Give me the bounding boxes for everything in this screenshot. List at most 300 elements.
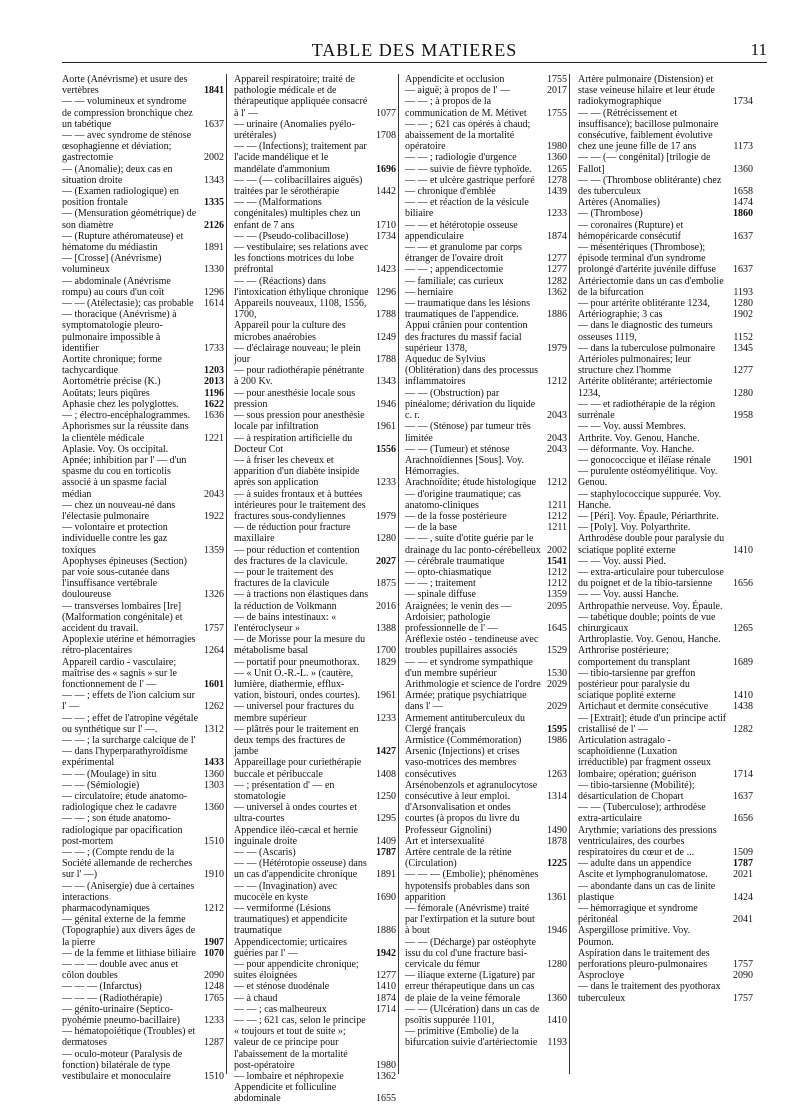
index-entry-page: 1408	[376, 768, 396, 780]
index-entry-term: Arachnoïdiennes [Sous]. Voy. Hémorragies.	[405, 454, 524, 478]
index-entry-page: 1277	[376, 970, 396, 982]
index-entry-term: — — (Rétrécissement et insuffisance); bacillose pulmonaire consécutive, faiblement évolutive chez une jeune fille de 17 ans	[578, 107, 719, 153]
index-entry	[62, 399, 224, 410]
index-entry-term: — iliaque externe (Ligature) par erreur thérapeutique dans un cas de plaie de la veine fémorale	[405, 970, 535, 1004]
index-entry	[578, 343, 753, 354]
index-entry-term: — — (Thrombose oblitérante) chez des tuberculeux	[578, 174, 722, 198]
index-entry-term: — — ; cas malheureux	[234, 1003, 327, 1015]
index-entry-page: 1658	[733, 186, 753, 198]
index-entry-page: 1510	[204, 1071, 224, 1083]
index-entry-page: 1886	[547, 309, 567, 321]
index-entry	[578, 970, 753, 981]
index-entry	[405, 836, 567, 847]
index-entry	[62, 556, 224, 601]
index-entry-term: — coronaires (Rupture) et hémopéricarde consécutif	[578, 219, 684, 242]
index-entry-term: Aréflexie ostéo - tendineuse avec troubles pupillaires associés	[405, 634, 539, 657]
index-entry-term: — de la femme et lithiase biliaire	[62, 947, 196, 959]
index-entry-term: — abondante dans un cas de linite plastique	[578, 880, 716, 903]
index-entry-page: 1891	[376, 869, 396, 881]
index-entry-term: — pour réduction et contention des fractures de la clavicule.	[234, 544, 360, 567]
index-entry	[234, 343, 396, 365]
index-entry-page: 1922	[204, 510, 224, 522]
index-entry-term: — dans la tuberculose pulmonaire	[578, 342, 716, 354]
index-entry-page: 1359	[204, 544, 224, 556]
index-entry-page: 1601	[204, 678, 224, 690]
index-entry-term: — à chaud	[234, 992, 278, 1004]
index-entry-page: 2021	[733, 869, 753, 881]
index-entry-page: 1733	[204, 342, 224, 354]
index-entry	[405, 869, 567, 903]
index-entry-term: — staphylococcique suppurée. Voy. Hanche.	[578, 488, 722, 511]
index-entry-page: 1622	[204, 398, 224, 410]
index-entry-term: — à respiration artificielle du Docteur Cot	[234, 432, 353, 455]
index-entry	[405, 489, 567, 511]
index-entry-term: — tibio-tarsienne par greffon postérieur pour paralysie du sciatique poplité externe	[578, 667, 696, 702]
index-entry-term: — d'éclairage nouveau; le plein jour	[234, 342, 361, 366]
index-entry-term: — — ; son étude anatomo-radiologique par opacification post-mortem	[62, 813, 183, 847]
index-entry-page: 1211	[547, 499, 567, 511]
index-entry-term: — ; électro-encéphalogrammes.	[62, 410, 190, 422]
index-entry-term: — — et radiothérapie de la région surrénale	[578, 398, 716, 422]
index-entry-term: — urinaire (Anomalies pyélo-urétérales)	[234, 118, 355, 142]
index-entry-page: 1961	[376, 421, 396, 433]
index-entry	[405, 903, 567, 937]
index-entry	[578, 466, 753, 488]
index-entry	[405, 220, 567, 242]
index-entry-page: 1409	[376, 835, 396, 847]
index-entry-term: — tibio-tarsienne (Mobilité); désarticulation de Chopart	[578, 779, 695, 802]
index-entry	[62, 455, 224, 500]
index-entry-term: Artériographie; 3 cas	[578, 309, 663, 321]
index-entry	[62, 410, 224, 421]
index-entry-term: — — avec syndrome de sténose œsophagienne et déviation; gastrectomie	[62, 130, 192, 164]
index-entry-page: 2090	[733, 970, 753, 982]
index-entry-term: Arthrorise postérieure; comportement du transplant	[578, 645, 691, 668]
index-entry-page: 1282	[733, 723, 753, 735]
index-entry-term: Arsénobenzols et agranulocytose consécutive à leur emploi.	[405, 779, 538, 802]
index-entry-page: 1700	[376, 645, 396, 657]
index-entry-term: — dans le diagnostic des tumeurs osseuses 1119,	[578, 320, 713, 343]
index-entry	[62, 96, 224, 130]
index-entry-term: — [Poly]. Voy. Polyarthrite.	[578, 522, 691, 534]
index-entry	[578, 981, 753, 1003]
index-entry	[405, 85, 567, 96]
index-entry	[578, 242, 753, 276]
index-entry-term: Appendice iléo-cæcal et hernie inguinale droite	[234, 824, 359, 847]
index-entry	[234, 589, 396, 611]
index-entry	[578, 903, 753, 925]
index-entry	[234, 825, 396, 847]
index-entry-page: 1265	[733, 622, 753, 634]
index-entry-term: — — et granulome par corps étranger de l'ovaire droit	[405, 242, 522, 265]
index-entry-page: 1360	[547, 152, 567, 164]
index-entry-term: — [Extrait]; étude d'un principe actif cristallisé de l' —	[578, 712, 727, 735]
index-entry-page: 1979	[547, 342, 567, 354]
index-entry-page: 1424	[733, 891, 753, 903]
index-entry-term: — vestibulaire; ses relations avec les fonctions motrices du lobe préfrontal	[234, 242, 369, 276]
index-entry	[578, 220, 753, 242]
index-entry-page: 1233	[376, 477, 396, 489]
index-entry-page: 1689	[733, 656, 753, 668]
index-entry-page: 1410	[733, 544, 753, 556]
index-entry	[405, 1004, 567, 1026]
index-entry-term: — — ; effets de l'ion calcium sur l' —	[62, 690, 195, 713]
index-entry	[234, 175, 396, 197]
index-entry	[62, 376, 224, 387]
index-entry-page: 1427	[376, 746, 396, 758]
index-entry-page: 1474	[733, 197, 753, 209]
index-entry	[578, 489, 753, 511]
index-entry-page: 1410	[376, 981, 396, 993]
index-entry-term: — sous pression pour anesthésie locale par infiltration	[234, 410, 365, 433]
index-entry-page: 2016	[376, 600, 396, 612]
index-entry	[234, 242, 396, 276]
index-entry-term: — pour appendicite chronique; suites éloignées	[234, 959, 359, 982]
index-entry	[234, 903, 396, 937]
index-entry-page: 1296	[204, 286, 224, 298]
index-entry-page: 1595	[547, 723, 567, 735]
index-entry-term: Apoplexie utérine et hémorragies rétro-placentaires	[62, 634, 196, 657]
index-entry-term: — — (Décharge) par ostéophyte issu du col d'une fracture basi-cervicale du fémur	[405, 936, 536, 971]
index-entry	[578, 376, 753, 398]
index-entry-term: Appareils nouveaux, 1108, 1556, 1700,	[234, 298, 367, 321]
index-entry-term: Ascite et lymphogranulomatose.	[578, 869, 708, 881]
index-entry-page: 1282	[547, 275, 567, 287]
index-entry-page: 1942	[376, 947, 396, 959]
index-entry-term: Arthrite. Voy. Genou, Hanche.	[578, 432, 700, 444]
index-entry	[405, 354, 567, 388]
index-entry	[234, 298, 396, 320]
index-entry-term: Aplasie. Voy. Os occipital.	[62, 443, 169, 455]
index-entry-page: 1556	[376, 443, 396, 455]
index-entry-term: — purulente ostéomyélitique. Voy. Genou.	[578, 466, 718, 489]
index-entry-term: Apophyses épineuses (Section) par voie sous-cutanée dans l'insuffisance vertébrale douloureuse	[62, 555, 187, 601]
index-entry	[578, 533, 753, 555]
index-entry-page: 1277	[733, 365, 753, 377]
index-entry-page: 2017	[547, 85, 567, 97]
index-entry	[578, 197, 753, 208]
index-entry	[405, 242, 567, 264]
index-entry-page: 1637	[733, 264, 753, 276]
index-entry-page: 1636	[204, 410, 224, 422]
index-entry	[405, 533, 567, 555]
index-entry-page: 1280	[733, 387, 753, 399]
index-entry	[405, 264, 567, 275]
index-entry	[62, 276, 224, 298]
index-entry-page: 1203	[204, 365, 224, 377]
index-entry-page: 2027	[376, 555, 396, 567]
index-entry	[405, 186, 567, 197]
index-entry	[405, 802, 567, 836]
index-entry-term: — — (Sténose) par tumeur très limitée	[405, 421, 531, 444]
index-entry-page: 1233	[204, 1015, 224, 1027]
index-entry-page: 1734	[733, 96, 753, 108]
index-entry-term: — chronique d'emblée	[405, 186, 496, 198]
index-entry-term: Artère pulmonaire (Distension) et stase veineuse hilaire et leur étude radiokymographique	[578, 74, 715, 108]
index-entry-term: — de la fosse postérieure	[405, 510, 507, 522]
index-entry-term: — — — (Embolie); phénomènes hypotensifs probables dans son apparition	[405, 869, 539, 903]
index-entry-term: — — (Infections); traitement par l'acide mandélique et le mandélate d'ammonium	[234, 141, 367, 175]
index-column-4	[578, 74, 753, 1074]
index-entry-term: — — — (Infarctus)	[62, 981, 142, 993]
index-entry-term: — — et ulcère gastrique perforé	[405, 174, 535, 186]
index-entry	[578, 444, 753, 455]
index-entry-page: 1196	[204, 387, 224, 399]
index-entry-page: 1277	[547, 253, 567, 265]
index-entry	[62, 309, 224, 354]
index-entry	[578, 399, 753, 421]
index-entry	[234, 522, 396, 544]
index-entry	[405, 287, 567, 298]
index-entry-page: 1787	[376, 847, 396, 859]
index-entry-page: 1439	[547, 186, 567, 198]
index-entry-term: — — (Malformations congénitales) multiples chez un enfant de 7 ans	[234, 197, 361, 231]
index-entry-term: — [Crosse] (Anévrisme) volumineux	[62, 253, 162, 276]
index-entry-term: — déformante. Voy. Hanche.	[578, 443, 695, 455]
index-entry-term: — traumatique dans les lésions traumatiques de l'appendice.	[405, 298, 530, 321]
index-entry	[62, 130, 224, 164]
index-entry	[234, 1071, 396, 1082]
index-entry	[234, 276, 396, 298]
index-entry-page: 1193	[733, 286, 753, 298]
index-entry-page: 1875	[376, 578, 396, 590]
index-entry-term: — — (— congénital) [trilogie de Fallot]	[578, 152, 711, 175]
index-entry-page: 1529	[547, 645, 567, 657]
page-number: 11	[750, 40, 767, 59]
index-entry	[578, 276, 753, 298]
index-entry	[62, 634, 224, 656]
index-entry	[62, 186, 224, 208]
index-entry	[234, 231, 396, 242]
index-entry-term: Aoûtats; leurs piqûres	[62, 387, 150, 399]
index-entry-term: — (Thrombose)	[578, 208, 643, 220]
index-entry-term: Artichaut et dermite consécutive	[578, 701, 709, 713]
index-entry-page: 1212	[204, 903, 224, 915]
index-entry	[405, 455, 567, 477]
index-entry-page: 1221	[204, 432, 224, 444]
index-entry	[62, 1049, 224, 1083]
index-entry-term: Arachnoïdite; étude histologique	[405, 477, 537, 489]
index-entry-term: — — ; la surcharge calcique de l' — dans l'hyperparathyroïdisme expérimental	[62, 734, 196, 769]
index-entry-page: 1152	[733, 331, 753, 343]
index-entry	[234, 388, 396, 410]
index-entry	[234, 612, 396, 634]
index-entry-term: — génito-urinaire (Septico-pyohémie pneumo-bacillaire)	[62, 1003, 181, 1027]
index-entry-term: — lombaire et néphropexie	[234, 1071, 344, 1083]
index-entry	[578, 869, 753, 880]
index-entry-term: — — (Réactions) dans l'intoxication éthylique chronique	[234, 275, 369, 298]
index-entry-term: Appui crânien pour contention des fractures du massif facial supérieur 1378,	[405, 320, 528, 354]
index-entry-term: — de Morisse pour la mesure du métabolisme basal	[234, 634, 366, 657]
index-entry-term: Aorte (Anévrisme) et usure des vertèbres	[62, 74, 188, 97]
index-entry	[578, 948, 753, 970]
index-entry	[578, 511, 753, 522]
index-entry-term: — (Examen radiologique) en position frontale	[62, 186, 179, 209]
index-entry-term: — — (Moulage) in situ	[62, 768, 157, 780]
index-entry-page: 1343	[204, 174, 224, 186]
index-entry-page: 1696	[376, 163, 396, 175]
index-entry	[405, 970, 567, 1004]
index-entry-page: 1423	[376, 264, 396, 276]
index-entry-page: 1757	[204, 622, 224, 634]
index-entry-page: 1958	[733, 410, 753, 422]
index-entry-term: — universel pour fractures du membre supérieur	[234, 701, 354, 724]
index-entry-term: Apnée; inhibition par l' — d'un spasme du cou en torticolis associé à un spasme facial médian	[62, 454, 187, 500]
index-entry	[578, 802, 753, 824]
index-entry-term: — volontaire et protection individuelle contre les gaz toxiques	[62, 522, 168, 556]
index-entry-page: 1212	[547, 566, 567, 578]
index-entry-page: 1645	[547, 622, 567, 634]
index-entry	[578, 735, 753, 780]
index-entry	[578, 354, 753, 376]
index-entry-term: — — volumineux et syndrome de compression bronchique chez un tabétique	[62, 96, 193, 130]
index-entry	[234, 881, 396, 903]
index-entry-term: — cérébrale traumatique	[405, 555, 505, 567]
index-entry-term: Appareil respiratoire; traité de pathologie médicale et de thérapeutique appliquée consacré à l' —	[234, 74, 368, 119]
index-entry-term: — vermiforme (Lésions traumatiques) et appendicite traumatique	[234, 903, 348, 937]
index-entry	[578, 612, 753, 634]
index-entry-term: — — (Tuberculose); arthrodèse extra-articulaire	[578, 802, 706, 825]
index-entry-term: — de réduction pour fracture maxillaire	[234, 522, 351, 545]
index-entry-page: 1249	[376, 331, 396, 343]
index-entry	[62, 847, 224, 881]
index-entry-page: 1891	[204, 242, 224, 254]
index-entry-page: 2002	[547, 544, 567, 556]
index-entry-page: 1359	[547, 589, 567, 601]
index-entry-page: 1360	[204, 768, 224, 780]
index-entry-term: — hémorragique et syndrome péritonéal	[578, 903, 698, 926]
index-entry	[62, 735, 224, 769]
index-entry	[62, 421, 224, 443]
index-entry	[578, 881, 753, 903]
index-entry-term: — adulte dans un appendice	[578, 858, 692, 870]
index-entry	[578, 175, 753, 197]
index-entry-page: 1510	[204, 835, 224, 847]
index-entry	[234, 433, 396, 455]
index-entry-page: 2041	[733, 914, 753, 926]
index-entry	[62, 914, 224, 948]
index-entry-page: 2043	[547, 410, 567, 422]
index-entry	[62, 769, 224, 780]
index-entry	[234, 545, 396, 567]
index-entry-page: 1173	[733, 141, 753, 153]
index-entry-term: — — (Anisergie) due à certaines interactions pharmacodynamiques	[62, 880, 195, 915]
index-entry	[578, 780, 753, 802]
index-entry-page: 1326	[204, 589, 224, 601]
index-entry-page: 2043	[547, 432, 567, 444]
index-entry	[62, 1026, 224, 1048]
index-entry-term: — — (Ulcération) dans un cas de psoïtis suppurée 1101,	[405, 1003, 540, 1027]
index-entry-term: Appareillage pour curiethérapie buccale et péribuccale	[234, 757, 362, 780]
index-entry	[578, 320, 753, 342]
index-entry	[62, 981, 224, 992]
index-entry	[62, 388, 224, 399]
index-entry-term: Articulation astragalo - scaphoïdienne (Luxation irréductible) par fragment osseux lombaire; opération; guérison	[578, 734, 712, 780]
index-entry-page: 1263	[547, 768, 567, 780]
index-entry-term: — spinale diffuse	[405, 589, 476, 601]
index-entry-page: 1878	[547, 835, 567, 847]
index-entry	[234, 657, 396, 668]
index-entry-term: Armement antituberculeux du Clergé français	[405, 712, 525, 735]
index-entry-term: — — ; appendicectomie	[405, 264, 504, 276]
page-title: TABLE DES MATIERES	[311, 40, 518, 60]
index-entry-term: — dans le traitement des pyothorax tuberculeux	[578, 981, 721, 1004]
index-entry-page: 2126	[204, 219, 224, 231]
index-entry-term: — extra-articulaire pour tuberculose du poignet et de la tibio-tarsienne	[578, 566, 724, 590]
index-entry-term: Artérioles pulmonaires; leur structure chez l'homme	[578, 354, 691, 377]
index-entry	[405, 421, 567, 443]
index-entry-page: 1233	[376, 712, 396, 724]
index-entry-term: — — ; traitement	[405, 578, 476, 590]
index-entry-term: — gonococcique et iléïase rénale	[578, 454, 711, 466]
index-entry-page: 1490	[547, 824, 567, 836]
index-entry	[405, 578, 567, 589]
index-entry	[62, 791, 224, 813]
index-entry-page: 1656	[733, 578, 753, 590]
index-entry	[578, 556, 753, 567]
index-entry	[405, 320, 567, 354]
index-entry	[578, 634, 753, 645]
index-entry	[234, 959, 396, 981]
index-entry-page: 1637	[733, 791, 753, 802]
index-entry-term: Arthrodèse double pour paralysie du sciatique poplité externe	[578, 533, 725, 556]
index-entry	[578, 309, 753, 320]
index-entry-term: — — ; effet de l'atropine végétale ou synthétique sur l' —.	[62, 712, 199, 735]
index-column-1	[62, 74, 227, 1083]
index-entry-term: — pour artérite oblitérante 1234,	[578, 298, 710, 310]
index-entry	[62, 993, 224, 1004]
index-entry-page: 1714	[376, 1003, 396, 1015]
index-entry	[62, 657, 224, 691]
index-entry	[234, 993, 396, 1004]
index-entry-page: 1077	[376, 107, 396, 119]
index-entry-page: 2013	[204, 376, 224, 388]
index-entry-page: 1907	[204, 936, 224, 948]
index-entry-page: 1787	[733, 858, 753, 870]
index-entry-page: 1296	[376, 286, 396, 298]
index-entry-page: 1362	[376, 1071, 396, 1083]
index-entry-page: 1312	[204, 723, 224, 735]
index-entry-page: 1277	[547, 264, 567, 276]
index-entry-term: — génital externe de la femme (Topographie) aux divers âges de la pierre	[62, 914, 196, 948]
index-entry	[234, 668, 396, 702]
index-entry-page: 1874	[376, 992, 396, 1004]
index-entry-page: 1295	[376, 813, 396, 825]
index-entry-term: — universel à ondes courtes et ultra-courtes	[234, 802, 358, 825]
index-entry-term: — pour le traitement des fractures de la clavicule	[234, 566, 334, 590]
index-entry-term: — ; présentation d' — en stomatologie	[234, 779, 335, 802]
index-entry	[405, 1026, 567, 1048]
index-entry	[62, 780, 224, 791]
index-entry-term: Armée; pratique psychiatrique dans l' —	[405, 690, 527, 713]
index-entry	[578, 858, 753, 869]
index-entry-page: 1278	[547, 174, 567, 186]
index-entry-page: 1757	[733, 959, 753, 971]
index-entry-term: — plâtrés pour le traitement en deux temps des fractures de jambe	[234, 723, 359, 758]
index-entry-page: 1946	[547, 925, 567, 937]
index-entry-term: — et sténose duodénale	[234, 981, 330, 993]
index-entry-page: 1714	[733, 768, 753, 780]
index-entry-page: 1902	[733, 309, 753, 321]
index-entry-page: 1980	[547, 141, 567, 153]
index-entry	[578, 208, 753, 219]
index-entry	[234, 1082, 396, 1104]
index-entry	[578, 108, 753, 153]
index-entry	[62, 690, 224, 712]
index-entry-term: Appendicite et folliculine abdominale	[234, 1082, 337, 1105]
index-entry	[62, 601, 224, 635]
index-entry-term: — — et syndrome sympathique d'un membre supérieur	[405, 656, 533, 679]
